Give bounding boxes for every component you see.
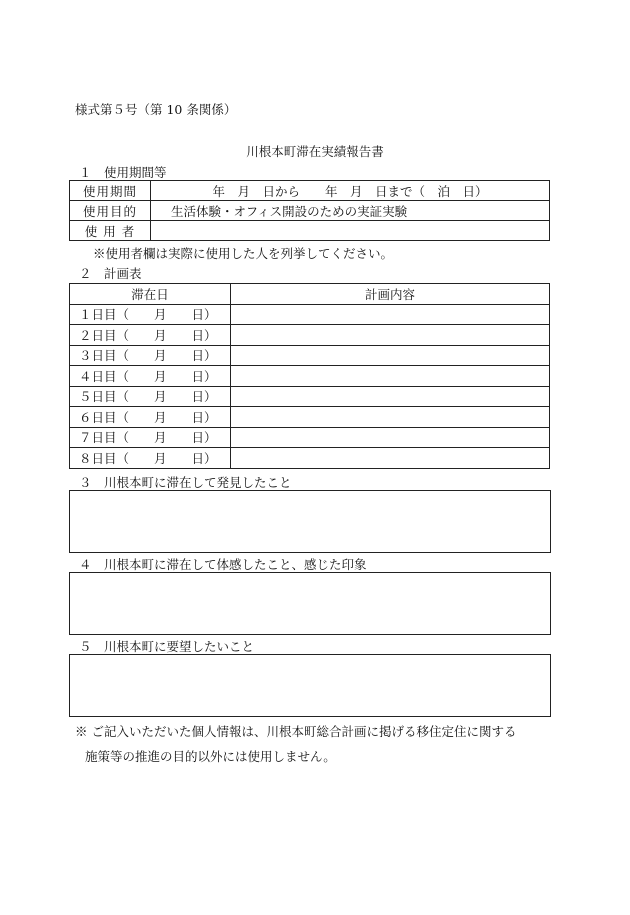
day-3-plan-field[interactable] (231, 345, 550, 366)
day-8-label: ８日目（ 月 日） (70, 448, 231, 469)
day-2-plan-field[interactable] (231, 325, 550, 346)
table-row (70, 221, 550, 241)
section-5-heading: ５ 川根本町に要望したいこと (79, 639, 255, 654)
table-row (70, 448, 550, 469)
table-row (70, 304, 550, 325)
day-1-plan-field[interactable] (231, 304, 550, 325)
table-header-row (70, 284, 550, 305)
table-row (70, 386, 550, 407)
table-row (70, 345, 550, 366)
usage-period-field[interactable]: 年 月 日から 年 月 日まで（ 泊 日） (151, 181, 550, 201)
document-title: 川根本町滞在実績報告書 (246, 144, 384, 159)
privacy-footnote (75, 719, 565, 769)
user-note: ※使用者欄は実際に使用した人を列挙してください。 (93, 246, 394, 261)
usage-period-label: 使用期間 (70, 181, 151, 201)
day-4-plan-field[interactable] (231, 366, 550, 387)
section-4-heading: ４ 川根本町に滞在して体感したこと、感じた印象 (79, 557, 367, 572)
requests-field[interactable] (69, 654, 551, 717)
day-7-label: ７日目（ 月 日） (70, 427, 231, 448)
day-6-label: ６日目（ 月 日） (70, 407, 231, 428)
user-label: 使 用 者 (70, 221, 151, 241)
section-1-heading: １ 使用期間等 (79, 165, 167, 180)
day-2-label: ２日目（ 月 日） (70, 325, 231, 346)
day-8-plan-field[interactable] (231, 448, 550, 469)
table-row (70, 325, 550, 346)
usage-purpose-label: 使用目的 (70, 201, 151, 221)
day-7-plan-field[interactable] (231, 427, 550, 448)
table-row (70, 201, 550, 221)
section-2-heading: ２ 計画表 (79, 266, 142, 281)
table-row (70, 407, 550, 428)
privacy-footnote-line-1: ※ ご記入いただいた個人情報は、川根本町総合計画に掲げる移住定住に関する (75, 724, 517, 739)
plan-table (69, 283, 550, 469)
usage-purpose-field[interactable]: 生活体験・オフィス開設のための実証実験 (151, 201, 550, 221)
table-row (70, 366, 550, 387)
day-5-plan-field[interactable] (231, 386, 550, 407)
section-3-heading: ３ 川根本町に滞在して発見したこと (79, 475, 292, 490)
impressions-field[interactable] (69, 572, 551, 635)
discoveries-field[interactable] (69, 490, 551, 553)
table-row (70, 181, 550, 201)
table-row (70, 427, 550, 448)
privacy-footnote-line-2: 施策等の推進の目的以外には使用しません。 (85, 749, 336, 764)
user-field[interactable] (151, 221, 550, 241)
plan-content-header: 計画内容 (231, 284, 550, 305)
form-number: 様式第５号（第 10 条関係） (75, 102, 237, 117)
day-5-label: ５日目（ 月 日） (70, 386, 231, 407)
day-6-plan-field[interactable] (231, 407, 550, 428)
usage-period-table (69, 180, 550, 241)
stay-day-header: 滞在日 (70, 284, 231, 305)
day-4-label: ４日目（ 月 日） (70, 366, 231, 387)
day-1-label: １日目（ 月 日） (70, 304, 231, 325)
day-3-label: ３日目（ 月 日） (70, 345, 231, 366)
